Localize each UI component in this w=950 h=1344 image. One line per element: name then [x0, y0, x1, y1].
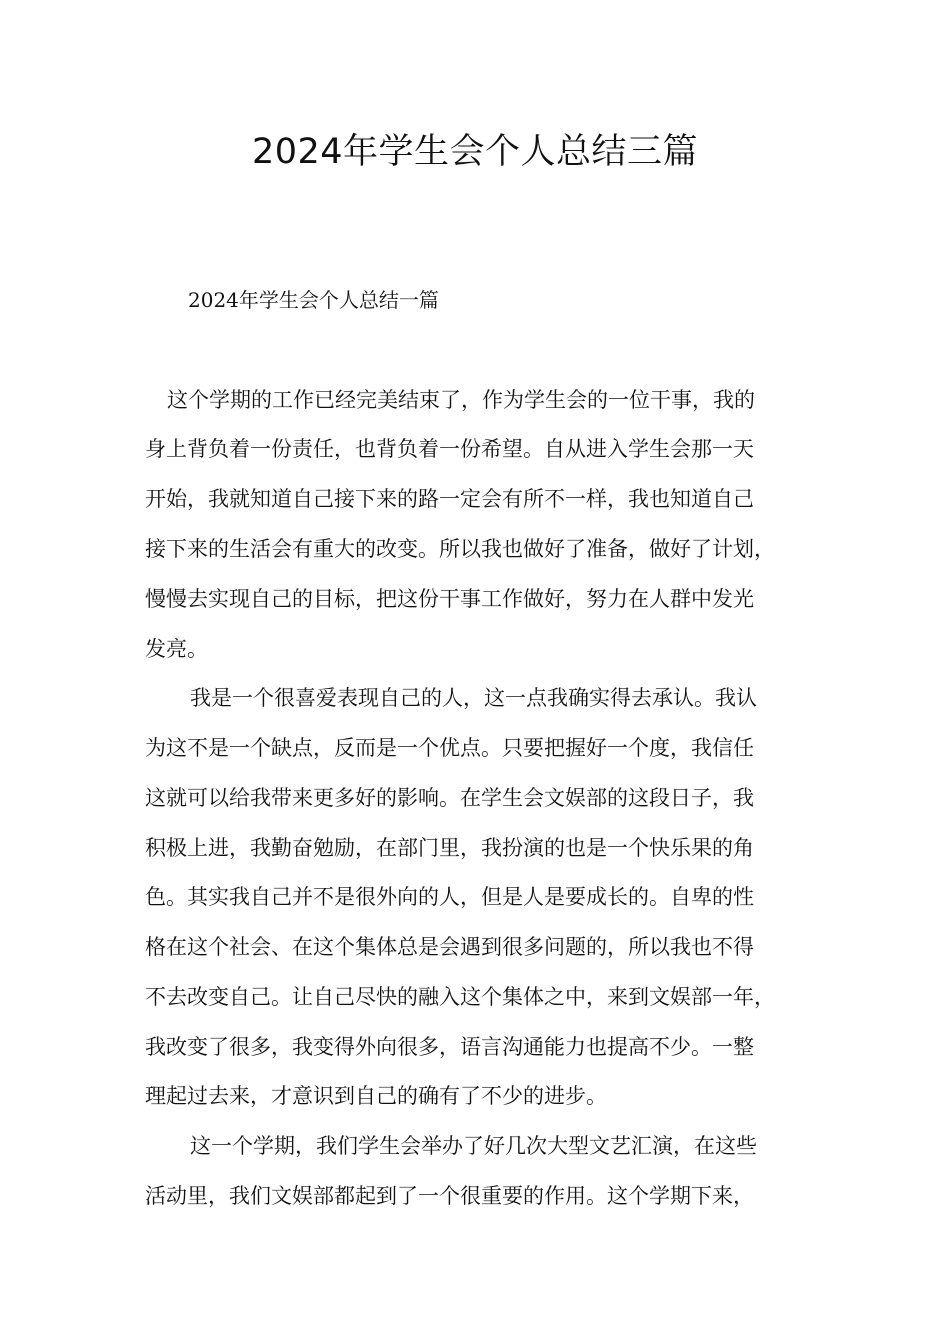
paragraph-line: 不去改变自己。让自己尽快的融入这个集体之中，来到文娱部一年，	[145, 985, 775, 1009]
paragraph-line: 接下来的生活会有重大的改变。所以我也做好了准备，做好了计划，	[145, 537, 775, 561]
paragraph-line: 积极上进，我勤奋勉励，在部门里，我扮演的也是一个快乐果的角	[145, 836, 754, 860]
paragraph-line: 色。其实我自己并不是很外向的人，但是人是要成长的。自卑的性	[145, 885, 754, 909]
paragraph-line: 活动里，我们文娱部都起到了一个很重要的作用。这个学期下来，	[145, 1184, 754, 1208]
paragraph-line: 格在这个社会、在这个集体总是会遇到很多问题的，所以我也不得	[145, 935, 754, 959]
paragraph-line: 我是一个很喜爱表现自己的人，这一点我确实得去承认。我认	[190, 686, 757, 710]
paragraph-line: 开始，我就知道自己接下来的路一定会有所不一样，我也知道自己	[145, 487, 754, 511]
paragraph-line: 我改变了很多，我变得外向很多，语言沟通能力也提高不少。一整	[145, 1035, 754, 1059]
section-heading: 2024年学生会个人总结一篇	[188, 288, 439, 312]
paragraph-line: 这就可以给我带来更多好的影响。在学生会文娱部的这段日子，我	[145, 786, 754, 810]
paragraph-line: 身上背负着一份责任，也背负着一份希望。自从进入学生会那一天	[145, 437, 754, 461]
document-title: 2024年学生会个人总结三篇	[251, 132, 699, 172]
paragraph-line: 理起过去来，才意识到自己的确有了不少的进步。	[145, 1084, 607, 1108]
paragraph-line: 发亮。	[145, 637, 208, 661]
paragraph-line: 这一个学期，我们学生会举办了好几次大型文艺汇演，在这些	[190, 1134, 757, 1158]
paragraph-line: 为这不是一个缺点，反而是一个优点。只要把握好一个度，我信任	[145, 736, 754, 760]
paragraph-line: 慢慢去实现自己的目标，把这份干事工作做好，努力在人群中发光	[145, 587, 754, 611]
paragraph-line: 这个学期的工作已经完美结束了，作为学生会的一位干事，我的	[167, 388, 755, 412]
